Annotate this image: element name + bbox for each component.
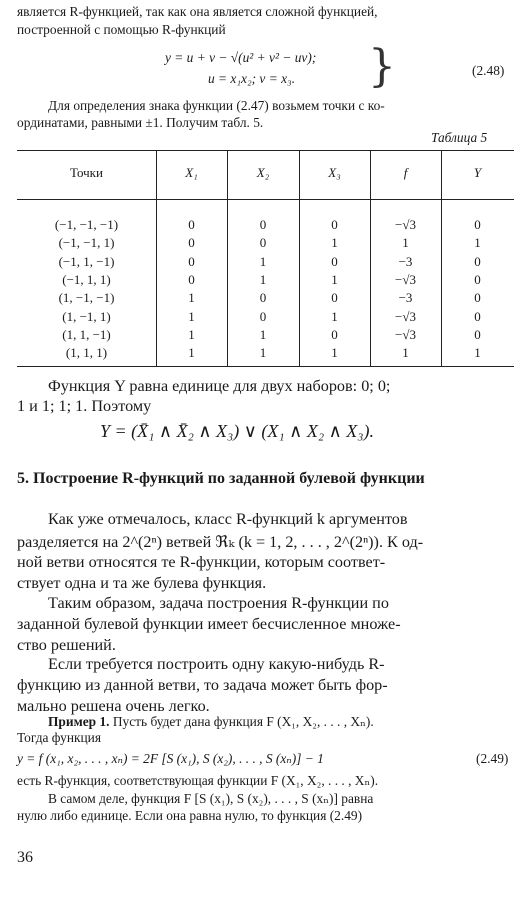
- table-cell-y: 0: [474, 290, 481, 306]
- table-cell-x2: 0: [259, 217, 267, 232]
- table-cell-x3: 1: [331, 308, 338, 324]
- table-cell-x1: 1: [188, 308, 195, 324]
- table-cell-x3: 1: [331, 345, 338, 361]
- table-header-x1: X₁: [185, 165, 198, 180]
- table-cell-x3: 1: [331, 271, 338, 287]
- table-cell-point: (1, 1, −1): [62, 326, 111, 342]
- table-cell-x1: 1: [188, 290, 195, 306]
- example-line-4: В самом деле, функция F [S (x₁), S (x₂), . . . , S (xₙ)] равна: [48, 791, 374, 806]
- table-cell-x3: 0: [331, 290, 338, 306]
- table-cell-x2: 0: [259, 290, 267, 306]
- table-cell-point: (−1, 1, 1): [62, 271, 111, 287]
- example-label: Пример 1.: [48, 714, 110, 729]
- table-cell-x3: 0: [331, 253, 338, 269]
- table-cell-y: 0: [474, 271, 481, 287]
- table-cell-f: −√3: [395, 308, 416, 324]
- table-cell-point: (−1, 1, −1): [58, 253, 115, 269]
- table-intro-line-1: Для определения знака функции (2.47) возьмем точки с ко-: [48, 98, 385, 113]
- example-line-1: [48, 714, 374, 730]
- table-cell-f: −√3: [395, 217, 416, 232]
- table-cell-x2: 1: [259, 345, 267, 361]
- table-cell-x1: 0: [188, 271, 195, 287]
- para-class-line-1: Как уже отмечалось, класс R-функций k аргументов: [48, 510, 408, 528]
- table-cell-y: 0: [474, 326, 481, 342]
- example-line-1-text: Пусть будет дана функция F (X₁, X₂, . . . , Xₙ).: [109, 714, 374, 729]
- table-cell-point: (1, 1, 1): [65, 345, 108, 361]
- para-thus-line-2: заданной булевой функции имеет бесчисленное множе-: [17, 615, 401, 633]
- para-if-line-3: мально решена очень легко.: [17, 697, 210, 715]
- para-thus-line-3: ство решений.: [17, 636, 116, 654]
- formula-2-49: y = f (x₁, x₂, . . . , xₙ) = 2F [S (x₁), S (x₂), . . . , S (xₙ)] − 1: [17, 751, 324, 766]
- para-class-line-3: ной ветви относятся те R-функции, которым соответ-: [17, 553, 386, 571]
- equation-2-48-line-1: y = u + v − √(u² + v² − uv);: [165, 50, 317, 65]
- table-cell-x1: 1: [188, 326, 195, 342]
- table-cell-x2: 1: [259, 326, 267, 342]
- table-cell-point: (−1, −1, −1): [54, 217, 119, 232]
- table-cell-f: −√3: [395, 326, 416, 342]
- table-cell-y: 0: [474, 308, 481, 324]
- table-caption: Таблица 5: [431, 130, 488, 145]
- table-header-x2: X₂: [256, 165, 270, 180]
- table-cell-x2: 1: [259, 253, 267, 269]
- right-brace: }: [368, 41, 396, 92]
- para-thus-line-1: Таким образом, задача построения R-функции по: [48, 594, 389, 612]
- table-intro-line-2: ординатами, равными ±1. Получим табл. 5.: [17, 115, 264, 130]
- table-cell-y: 0: [474, 217, 481, 232]
- table-cell-f: 1: [402, 235, 409, 251]
- example-line-5: нулю либо единице. Если она равна нулю, то функция (2.49): [17, 808, 363, 823]
- para-y-line-1: Функция Y равна единице для двух наборов: 0; 0;: [48, 377, 391, 395]
- table-cell-point: (1, −1, −1): [58, 290, 115, 306]
- table-cell-point: (−1, −1, 1): [58, 235, 115, 251]
- intro-line-1: является R-функцией, так как она является сложной функцией,: [17, 4, 378, 19]
- table-cell-x3: 0: [331, 217, 338, 232]
- table-cell-x3: 0: [331, 326, 338, 342]
- section-heading: 5. Построение R-функций по заданной булевой функции: [17, 470, 425, 487]
- intro-line-2: построенной с помощью R-функций: [17, 22, 226, 37]
- table-cell-f: −√3: [395, 271, 416, 287]
- table-5: [17, 150, 514, 367]
- para-class-line-2: разделяется на 2^(2ⁿ) ветвей ℜₖ (k = 1, 2, . . . , 2^(2ⁿ)). К од-: [17, 533, 424, 551]
- table-cell-x1: 0: [188, 217, 195, 232]
- table-cell-x2: 0: [259, 308, 267, 324]
- table-header-x3: X₃: [328, 165, 341, 180]
- table-header-y: Y: [473, 165, 482, 180]
- table-cell-x3: 1: [331, 235, 338, 251]
- table-cell-y: 0: [474, 253, 481, 269]
- table-cell-y: 1: [474, 345, 481, 361]
- para-class-line-4: ствует одна и та же булева функция.: [17, 574, 267, 592]
- table-cell-x1: 0: [188, 253, 195, 269]
- formula-2-49-number: (2.49): [476, 751, 509, 766]
- table-cell-f: 1: [402, 345, 409, 361]
- para-if-line-1: Если требуется построить одну какую-нибудь R-: [48, 655, 385, 673]
- table-cell-x1: 0: [188, 235, 195, 251]
- table-cell-x1: 1: [188, 345, 195, 361]
- table-cell-x2: 1: [259, 271, 267, 287]
- formula-y: Y = (X̄₁ ∧ X̄₂ ∧ X₃) ∨ (X₁ ∧ X₂ ∧ X₃).: [100, 421, 375, 441]
- equation-2-48-number: (2.48): [472, 63, 505, 78]
- para-y-line-2: 1 и 1; 1; 1. Поэтому: [17, 397, 152, 415]
- equation-2-48-line-2: u = x₁x₂; v = x₃.: [208, 71, 296, 86]
- example-line-2: Тогда функция: [17, 730, 101, 745]
- table-cell-f: −3: [398, 253, 413, 269]
- table-header-f: f: [403, 165, 408, 180]
- table-cell-f: −3: [398, 290, 413, 306]
- para-if-line-2: функцию из данной ветви, то задача может быть фор-: [17, 676, 388, 694]
- table-cell-x2: 0: [259, 235, 267, 251]
- page-number: 36: [17, 849, 33, 866]
- table-header-points: Точки: [70, 165, 103, 180]
- table-cell-y: 1: [474, 235, 481, 251]
- example-line-3: есть R-функция, соответствующая функции F (X₁, X₂, . . . , Xₙ).: [17, 773, 379, 788]
- table-header-divider: [17, 199, 514, 200]
- table-cell-point: (1, −1, 1): [62, 308, 111, 324]
